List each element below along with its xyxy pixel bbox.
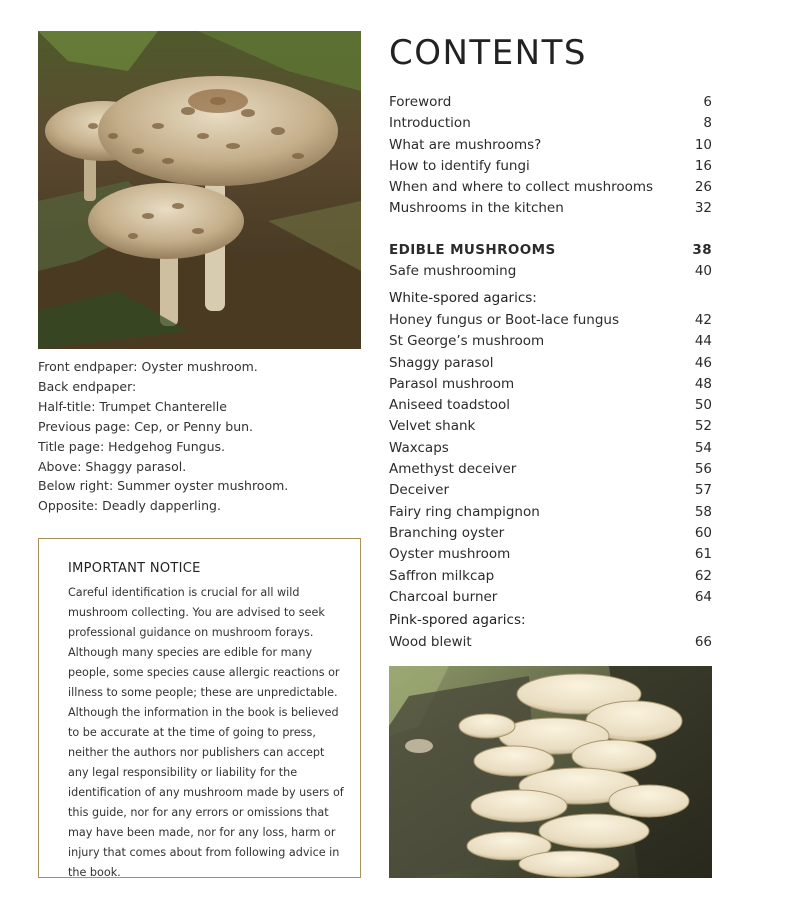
toc-entry-page: 40 (694, 263, 712, 280)
toc-entry-title: What are mushrooms? (389, 136, 542, 153)
toc-entry-page: 26 (694, 179, 712, 196)
toc-entry[interactable] (389, 438, 712, 459)
toc-entry[interactable] (389, 177, 712, 198)
toc-entry[interactable] (389, 331, 712, 352)
toc-entry[interactable] (389, 416, 712, 437)
shaggy-parasol-photo (38, 31, 361, 349)
toc-entry[interactable] (389, 135, 712, 156)
toc-entry[interactable] (389, 113, 712, 134)
toc-entry-title: Fairy ring champignon (389, 503, 540, 520)
toc-entry-page: 56 (694, 461, 712, 478)
toc-entry-page: 16 (694, 157, 712, 174)
toc-entry-title: Deceiver (389, 482, 450, 499)
toc-entry-page: 50 (694, 397, 712, 414)
toc-entry-title: Safe mushrooming (389, 263, 517, 280)
toc-entry-page: 46 (694, 354, 712, 371)
caption-half-title: Half-title: Trumpet Chanterelle (38, 398, 227, 414)
caption-below-right: Below right: Summer oyster mushroom. (38, 478, 289, 494)
toc-entry-title: Foreword (389, 94, 452, 110)
toc-subheading-white-spored: White-spored agarics: (389, 290, 537, 306)
caption-front-endpaper: Front endpaper: Oyster mushroom. (38, 359, 258, 374)
toc-entry-title: Waxcaps (389, 439, 449, 456)
caption-previous-page: Previous page: Cep, or Penny bun. (38, 418, 254, 434)
toc-entry-safe-mushrooming[interactable] (389, 261, 712, 282)
toc-entry-page: 62 (694, 567, 712, 584)
toc-pink-spored-section (389, 608, 712, 653)
toc-entry-page: 32 (694, 200, 712, 217)
toc-entry[interactable] (389, 480, 712, 501)
toc-entry[interactable] (389, 502, 712, 523)
important-notice-box (38, 538, 361, 878)
toc-entry-page: 58 (694, 503, 712, 520)
toc-entry-page: 60 (694, 524, 712, 541)
caption-back-endpaper: Back endpaper: (38, 378, 137, 394)
toc-entry-page: 61 (694, 546, 712, 563)
toc-entry[interactable] (389, 459, 712, 480)
toc-intro-section (389, 92, 712, 220)
toc-entry-title: Introduction (389, 115, 471, 132)
caption-title-page: Title page: Hedgehog Fungus. (38, 438, 225, 454)
toc-subheading-pink-spored: Pink-spored agarics: (389, 612, 526, 628)
toc-entry[interactable] (389, 566, 712, 587)
toc-entry[interactable] (389, 374, 712, 395)
toc-entry-title: Mushrooms in the kitchen (389, 200, 564, 217)
toc-entry[interactable] (389, 92, 712, 113)
toc-entry[interactable] (389, 353, 712, 374)
toc-entry-title: When and where to collect mushrooms (389, 179, 654, 196)
toc-entry-title: How to identify fungi (389, 157, 530, 174)
toc-entry-page: 42 (694, 312, 712, 328)
notice-title: IMPORTANT NOTICE (68, 561, 201, 576)
toc-entry-page: 64 (694, 588, 712, 605)
toc-entry[interactable] (389, 395, 712, 416)
toc-entry-title: Branching oyster (389, 524, 505, 541)
toc-entry-page: 57 (694, 482, 712, 499)
toc-entry-title: Shaggy parasol (389, 354, 494, 371)
toc-entry-title: Charcoal burner (389, 588, 498, 605)
toc-entry-title: Amethyst deceiver (389, 461, 517, 478)
toc-entry-title: Aniseed toadstool (389, 397, 511, 414)
toc-entry-page: 44 (694, 333, 712, 350)
toc-entry-page: 10 (694, 136, 712, 153)
toc-entry[interactable] (389, 587, 712, 608)
notice-body: Careful identification is crucial for all wild mushroom collecting. You are advised to seek professional guidance on mushroom forays. Although many species are edible for many people, some species cause allergic reactions or illness to some people; these are unpredictable. Although the information in the book is believed to be accurate at the time of going to press, neither the authors nor publishers can accept any legal responsibility or liability for the identification of any mushroom made by users of this guide, nor for any errors or omissions that may have been made, nor for any loss, harm or injury that comes about from following advice in the book. (68, 586, 344, 879)
toc-entry[interactable] (389, 544, 712, 565)
toc-entry-page: 52 (694, 418, 712, 435)
toc-entry-title: Saffron milkcap (389, 567, 495, 584)
caption-above: Above: Shaggy parasol. (38, 458, 187, 474)
toc-entry-page: 6 (703, 94, 712, 110)
toc-entry[interactable] (389, 310, 712, 331)
toc-entry-page: 48 (694, 375, 712, 392)
oyster-mushroom-photo (389, 666, 712, 878)
toc-entry-page: 8 (703, 115, 712, 132)
toc-edible-section (389, 240, 712, 283)
toc-section-heading-edible[interactable] (389, 240, 712, 261)
toc-entry-title: Parasol mushroom (389, 375, 515, 392)
toc-entry-title: Wood blewit (389, 634, 472, 650)
toc-section-page: 38 (692, 242, 712, 258)
caption-opposite: Opposite: Deadly dapperling. (38, 498, 221, 514)
toc-entry[interactable] (389, 156, 712, 177)
contents-title: CONTENTS (389, 33, 587, 73)
photo-captions (38, 357, 368, 516)
toc-white-spored-section (389, 286, 712, 608)
toc-section-title: EDIBLE MUSHROOMS (389, 242, 556, 258)
toc-entry-title: Honey fungus or Boot-lace fungus (389, 312, 619, 328)
toc-entry[interactable] (389, 523, 712, 544)
toc-entry[interactable] (389, 632, 712, 653)
toc-entry-title: Velvet shank (389, 418, 476, 435)
toc-entry[interactable] (389, 198, 712, 219)
toc-entry-page: 66 (694, 634, 712, 650)
toc-entry-title: St George’s mushroom (389, 333, 545, 350)
toc-entry-title: Oyster mushroom (389, 546, 511, 563)
toc-entry-page: 54 (694, 439, 712, 456)
